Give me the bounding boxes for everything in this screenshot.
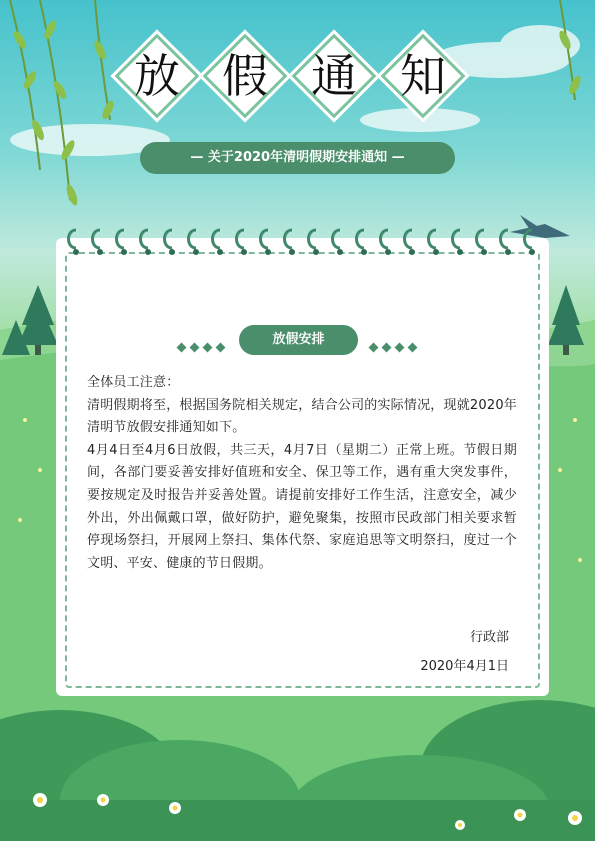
notebook-rings [56, 220, 549, 260]
title-char-2: 假 [222, 49, 268, 103]
greeting: 全体员工注意： [87, 375, 180, 390]
paragraph-arrangement: 4月4日至4月6日放假，共三天，4月7日（星期二）正常上班。节假日期间，各部门要妥善安排好值班和安全、保卫等工作，遇有重大突发事件，要按规定及时报告并妥善处置。请提前安排好工作生活，注意安全，减少外出，外出佩戴口罩，做好防护，避免聚集，按照市民政部门相关要求暂停现场祭扫，开展网上祭扫、集体代祭、家庭追思等文明祭扫，度过一个文明、平安、健康的节日假期。 [87, 442, 517, 571]
title-banner [0, 38, 595, 130]
notice-body [87, 372, 517, 575]
diamond-dots-left [178, 336, 230, 346]
notice-date: 2020年4月1日 [420, 659, 509, 674]
diamond-dots-right [370, 336, 422, 346]
paragraph-intro: 清明假期将至，根据国务院相关规定，结合公司的实际情况，现就2020年清明节放假安排通知如下。 [87, 397, 517, 436]
subtitle-banner: — 关于2020年清明假期安排通知 — [140, 142, 455, 174]
section-title: 放假安排 [239, 325, 358, 355]
signature: 行政部 [469, 630, 509, 645]
title-char-1: 放 [134, 49, 180, 103]
title-char-4: 知 [400, 49, 446, 103]
title-char-3: 通 [311, 49, 357, 103]
